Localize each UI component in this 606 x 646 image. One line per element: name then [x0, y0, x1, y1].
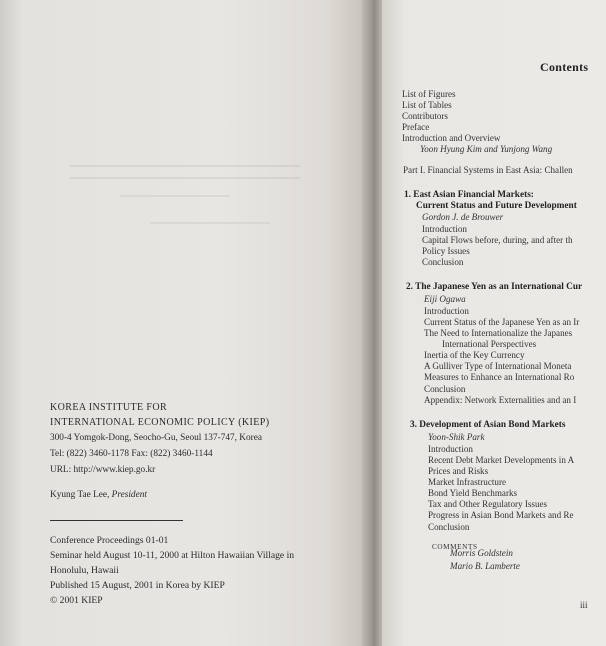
- book-gutter: [362, 0, 384, 646]
- toc-section: Conclusion: [428, 522, 470, 532]
- show-through-text: [150, 222, 270, 230]
- publisher-phone: Tel: (822) 3460-1178 Fax: (822) 3460-1144: [50, 449, 213, 459]
- toc-chapter-3-title: 3. Development of Asian Bond Markets: [410, 420, 566, 430]
- toc-chapter-1-author: Gordon J. de Brouwer: [422, 212, 504, 222]
- toc-section: Bond Yield Benchmarks: [428, 488, 518, 498]
- toc-section: Current Status of the Japanese Yen as an Ir: [424, 317, 580, 327]
- toc-list-of-tables: List of Tables: [402, 100, 452, 110]
- publisher-address: 300-4 Yomgok-Dong, Seocho-Gu, Seoul 137-747, Korea: [50, 433, 263, 443]
- toc-section: Measures to Enhance an International Ro: [424, 372, 575, 382]
- toc-section: Introduction: [428, 444, 473, 454]
- toc-introduction: Introduction and Overview: [402, 133, 501, 143]
- contents-heading: Contents: [540, 60, 589, 74]
- toc-section: Policy Issues: [422, 246, 470, 256]
- toc-section: A Gulliver Type of International Moneta: [424, 361, 572, 371]
- proceedings-info: Conference Proceedings 01-01 Seminar held August 10-11, 2000 at Hilton Hawaiian Village in Honolulu, Hawaii Published 15 August, 2001 in Korea by KIEP © 2001 KIEP: [50, 535, 295, 606]
- toc-commenter: Morris Goldstein: [450, 548, 513, 558]
- toc-section: Prices and Risks: [428, 466, 489, 476]
- toc-section: Tax and Other Regulatory Issues: [428, 499, 548, 509]
- toc-section: Appendix: Network Externalities and an I: [424, 395, 577, 405]
- divider-rule: [50, 520, 183, 521]
- toc-preface: Preface: [402, 122, 430, 132]
- toc-commenter: Mario B. Lamberte: [450, 561, 520, 571]
- toc-section: Introduction: [422, 224, 467, 234]
- toc-section: Inertia of the Key Currency: [424, 350, 525, 360]
- toc-section: Progress in Asian Bond Markets and Re: [428, 510, 574, 520]
- toc-section: Conclusion: [424, 384, 466, 394]
- imprint-block: [50, 400, 350, 608]
- toc-chapter-3-author: Yoon-Shik Park: [428, 432, 485, 442]
- toc-list-of-figures: List of Figures: [402, 89, 456, 99]
- publisher-name: KOREA INSTITUTE FOR INTERNATIONAL ECONOMIC POLICY (KIEP): [50, 402, 270, 428]
- toc-section: Recent Debt Market Developments in A: [428, 455, 575, 465]
- toc-section: The Need to Internationalize the Japanes: [424, 328, 573, 338]
- toc-section: Introduction: [424, 306, 469, 316]
- toc-chapter-1-title: 1. East Asian Financial Markets:: [404, 190, 534, 200]
- toc-part-1: Part I. Financial Systems in East Asia: Challen: [403, 165, 573, 175]
- toc-section: Conclusion: [422, 257, 464, 267]
- toc-section: Market Infrastructure: [428, 477, 507, 487]
- toc-comments-label: COMMENTS: [432, 543, 478, 551]
- president-line: Kyung Tae Lee, President: [50, 490, 147, 500]
- toc-chapter-2-title: 2. The Japanese Yen as an International Cur: [406, 282, 583, 292]
- show-through-text: [70, 165, 300, 179]
- page-number: iii: [580, 600, 588, 610]
- toc-contributors: Contributors: [402, 111, 448, 121]
- toc-chapter-2-author: Eiji Ogawa: [424, 294, 466, 304]
- show-through-text: [120, 195, 230, 203]
- toc-section: Capital Flows before, during, and after th: [422, 235, 573, 245]
- toc-introduction-authors: Yoon Hyung Kim and Yunjong Wang: [420, 144, 553, 154]
- publisher-url: URL: http://www.kiep.go.kr: [50, 465, 156, 475]
- toc-chapter-1-title: Current Status and Future Development: [416, 201, 577, 211]
- toc-section: International Perspectives: [442, 339, 537, 349]
